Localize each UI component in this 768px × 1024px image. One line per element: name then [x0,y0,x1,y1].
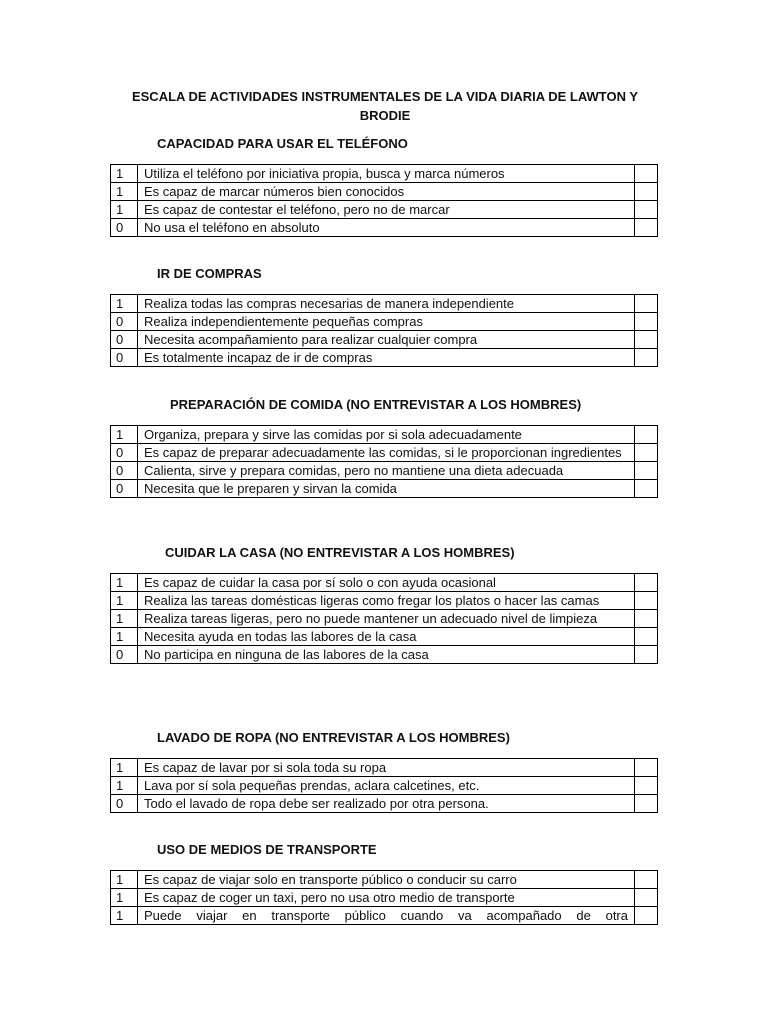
check-cell[interactable] [635,646,658,664]
section-title-compras: IR DE COMPRAS [157,266,262,281]
table-row [111,574,658,592]
score-cell: 1 [111,426,138,444]
check-cell[interactable] [635,349,658,367]
check-cell[interactable] [635,462,658,480]
check-cell[interactable] [635,628,658,646]
check-cell[interactable] [635,295,658,313]
table-row [111,331,658,349]
item-description: Es capaz de cuidar la casa por sí solo o con ayuda ocasional [138,574,635,592]
item-description: Es totalmente incapaz de ir de compras [138,349,635,367]
item-description: Es capaz de contestar el teléfono, pero no de marcar [138,201,635,219]
check-cell[interactable] [635,871,658,889]
item-description: Es capaz de coger un taxi, pero no usa otro medio de transporte [138,889,635,907]
check-cell[interactable] [635,795,658,813]
score-cell: 1 [111,183,138,201]
check-cell[interactable] [635,331,658,349]
item-description: Realiza tareas ligeras, pero no puede mantener un adecuado nivel de limpieza [138,610,635,628]
item-description: Es capaz de marcar números bien conocidos [138,183,635,201]
score-cell: 0 [111,646,138,664]
check-cell[interactable] [635,610,658,628]
check-cell[interactable] [635,907,658,925]
score-cell: 0 [111,795,138,813]
score-cell: 1 [111,165,138,183]
check-cell[interactable] [635,183,658,201]
scale-table-comida [110,425,658,498]
section-title-casa: CUIDAR LA CASA (NO ENTREVISTAR A LOS HOMBRES) [165,545,515,560]
item-description: Calienta, sirve y prepara comidas, pero no mantiene una dieta adecuada [138,462,635,480]
table-row [111,610,658,628]
check-cell[interactable] [635,165,658,183]
check-cell[interactable] [635,444,658,462]
table-row [111,183,658,201]
item-description: No usa el teléfono en absoluto [138,219,635,237]
table-row [111,426,658,444]
table-row [111,646,658,664]
item-description: Necesita ayuda en todas las labores de la casa [138,628,635,646]
table-row [111,313,658,331]
check-cell[interactable] [635,574,658,592]
scale-table-casa [110,573,658,664]
section-title-ropa: LAVADO DE ROPA (NO ENTREVISTAR A LOS HOMBRES) [157,730,510,745]
score-cell: 0 [111,480,138,498]
score-cell: 1 [111,889,138,907]
check-cell[interactable] [635,426,658,444]
table-row [111,907,658,925]
score-cell: 1 [111,574,138,592]
section-title-telefono: CAPACIDAD PARA USAR EL TELÉFONO [157,136,408,151]
table-row [111,219,658,237]
item-description: Realiza todas las compras necesarias de manera independiente [138,295,635,313]
check-cell[interactable] [635,313,658,331]
item-description: No participa en ninguna de las labores de la casa [138,646,635,664]
table-row [111,349,658,367]
section-title-transporte: USO DE MEDIOS DE TRANSPORTE [157,842,377,857]
scale-table-compras [110,294,658,367]
score-cell: 1 [111,295,138,313]
table-row [111,871,658,889]
item-description: Necesita acompañamiento para realizar cualquier compra [138,331,635,349]
score-cell: 1 [111,907,138,925]
check-cell[interactable] [635,219,658,237]
score-cell: 0 [111,349,138,367]
item-description: Realiza independientemente pequeñas compras [138,313,635,331]
table-row [111,889,658,907]
scale-table-telefono [110,164,658,237]
check-cell[interactable] [635,592,658,610]
scale-table-transporte [110,870,658,925]
item-description: Necesita que le preparen y sirvan la comida [138,480,635,498]
score-cell: 1 [111,759,138,777]
section-title-comida: PREPARACIÓN DE COMIDA (NO ENTREVISTAR A LOS HOMBRES) [170,397,582,412]
table-row [111,777,658,795]
table-row [111,628,658,646]
table-row [111,165,658,183]
table-row [111,592,658,610]
table-row [111,462,658,480]
score-cell: 0 [111,462,138,480]
table-row [111,201,658,219]
item-description: Todo el lavado de ropa debe ser realizado por otra persona. [138,795,635,813]
score-cell: 1 [111,610,138,628]
score-cell: 0 [111,331,138,349]
table-row [111,295,658,313]
item-description: Es capaz de lavar por si sola toda su ropa [138,759,635,777]
table-row [111,444,658,462]
item-description: Lava por sí sola pequeñas prendas, aclara calcetines, etc. [138,777,635,795]
score-cell: 0 [111,444,138,462]
item-description: Organiza, prepara y sirve las comidas por si sola adecuadamente [138,426,635,444]
check-cell[interactable] [635,759,658,777]
table-row [111,759,658,777]
check-cell[interactable] [635,480,658,498]
check-cell[interactable] [635,777,658,795]
item-description: Realiza las tareas domésticas ligeras como fregar los platos o hacer las camas [138,592,635,610]
item-description: Utiliza el teléfono por iniciativa propia, busca y marca números [138,165,635,183]
item-description: Es capaz de viajar solo en transporte público o conducir su carro [138,871,635,889]
score-cell: 1 [111,592,138,610]
score-cell: 0 [111,313,138,331]
score-cell: 0 [111,219,138,237]
item-description: Puede viajar en transporte público cuando va acompañado de otra [138,907,635,925]
score-cell: 1 [111,777,138,795]
item-description: Es capaz de preparar adecuadamente las comidas, si le proporcionan ingredientes [138,444,635,462]
scale-table-ropa [110,758,658,813]
table-row [111,480,658,498]
score-cell: 1 [111,201,138,219]
document-title: ESCALA DE ACTIVIDADES INSTRUMENTALES DE LA VIDA DIARIA DE LAWTON Y BRODIE [131,89,639,123]
score-cell: 1 [111,628,138,646]
check-cell[interactable] [635,889,658,907]
check-cell[interactable] [635,201,658,219]
score-cell: 1 [111,871,138,889]
table-row [111,795,658,813]
